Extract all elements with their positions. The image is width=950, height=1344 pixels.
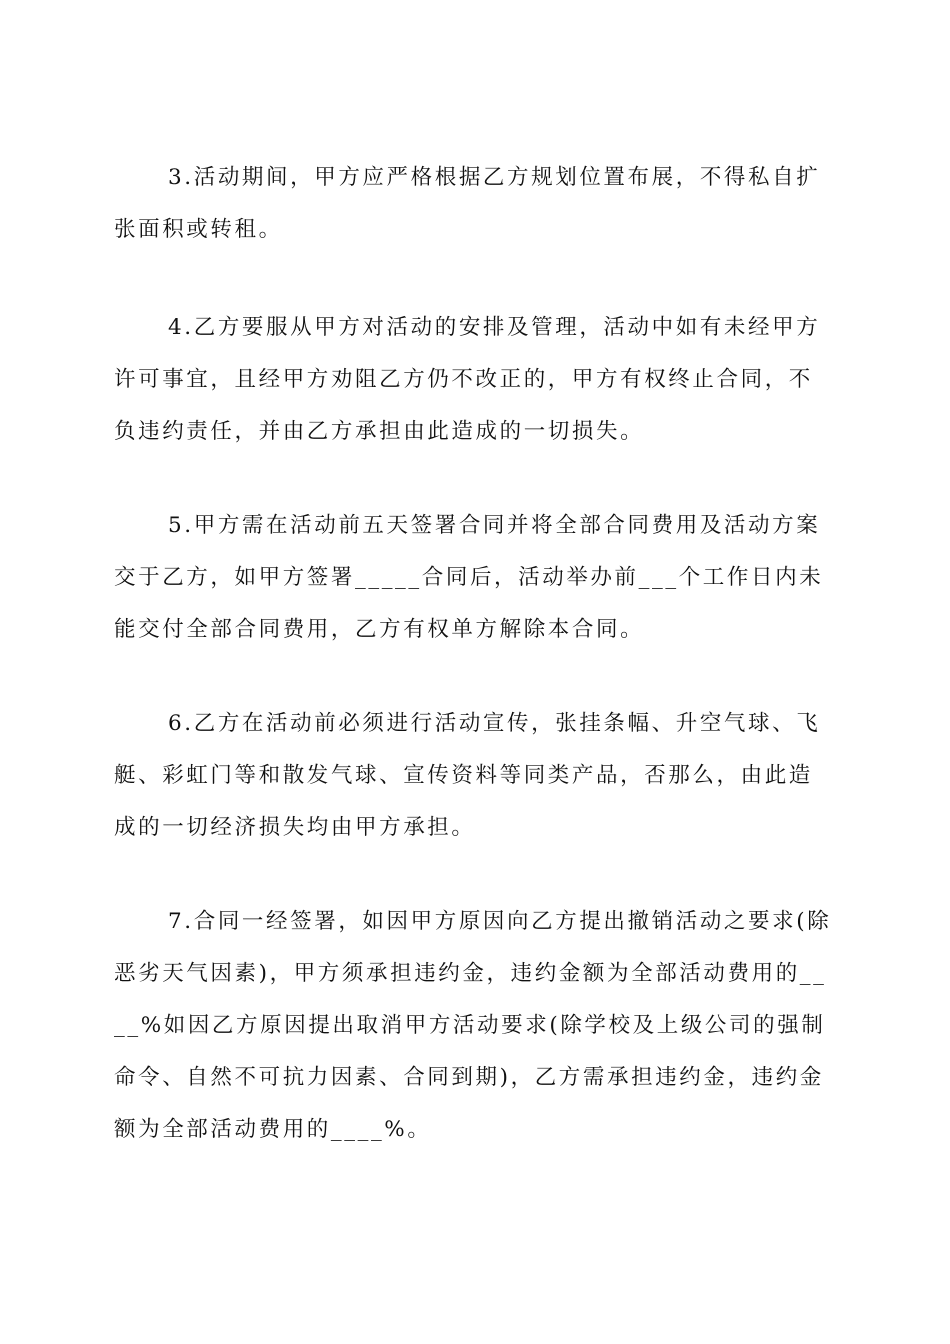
clause-4 — [114, 302, 836, 458]
clause-line: 5.甲方需在活动前五天签署合同并将全部合同费用及活动方案 — [168, 513, 821, 538]
clause-line: 6.乙方在活动前必须进行活动宣传，张挂条幅、升空气球、飞 — [168, 711, 821, 736]
clause-line: __%如因乙方原因提出取消甲方活动要求(除学校及上级公司的强制 — [114, 1013, 826, 1038]
clause-line: 张面积或转租。 — [114, 217, 283, 242]
clause-line: 7.合同一经签署，如因甲方原因向乙方提出撤销活动之要求(除 — [168, 909, 832, 934]
clause-line: 命令、自然不可抗力因素、合同到期)，乙方需承担违约金，违约金 — [114, 1065, 824, 1090]
clause-3 — [114, 152, 836, 256]
clause-line: 艇、彩虹门等和散发气球、宣传资料等同类产品，否那么，由此造 — [114, 763, 813, 788]
clause-6 — [114, 698, 836, 854]
clause-line: 交于乙方，如甲方签署_____合同后，活动举办前___个工作日内未 — [114, 565, 824, 590]
clause-5 — [114, 500, 836, 656]
clause-line: 负违约责任，并由乙方承担由此造成的一切损失。 — [114, 419, 645, 444]
clause-line: 能交付全部合同费用，乙方有权单方解除本合同。 — [114, 617, 645, 642]
clause-line: 成的一切经济损失均由甲方承担。 — [114, 815, 476, 840]
clause-line: 许可事宜，且经甲方劝阻乙方仍不改正的，甲方有权终止合同，不 — [114, 367, 813, 392]
clause-line: 额为全部活动费用的____%。 — [114, 1117, 432, 1142]
clause-7 — [114, 896, 836, 1156]
clause-line: 3.活动期间，甲方应严格根据乙方规划位置布展，不得私自扩 — [168, 165, 821, 190]
clause-line: 4.乙方要服从甲方对活动的安排及管理，活动中如有未经甲方 — [168, 315, 821, 340]
clause-line: 恶劣天气因素)，甲方须承担违约金，违约金额为全部活动费用的__ — [114, 961, 827, 986]
